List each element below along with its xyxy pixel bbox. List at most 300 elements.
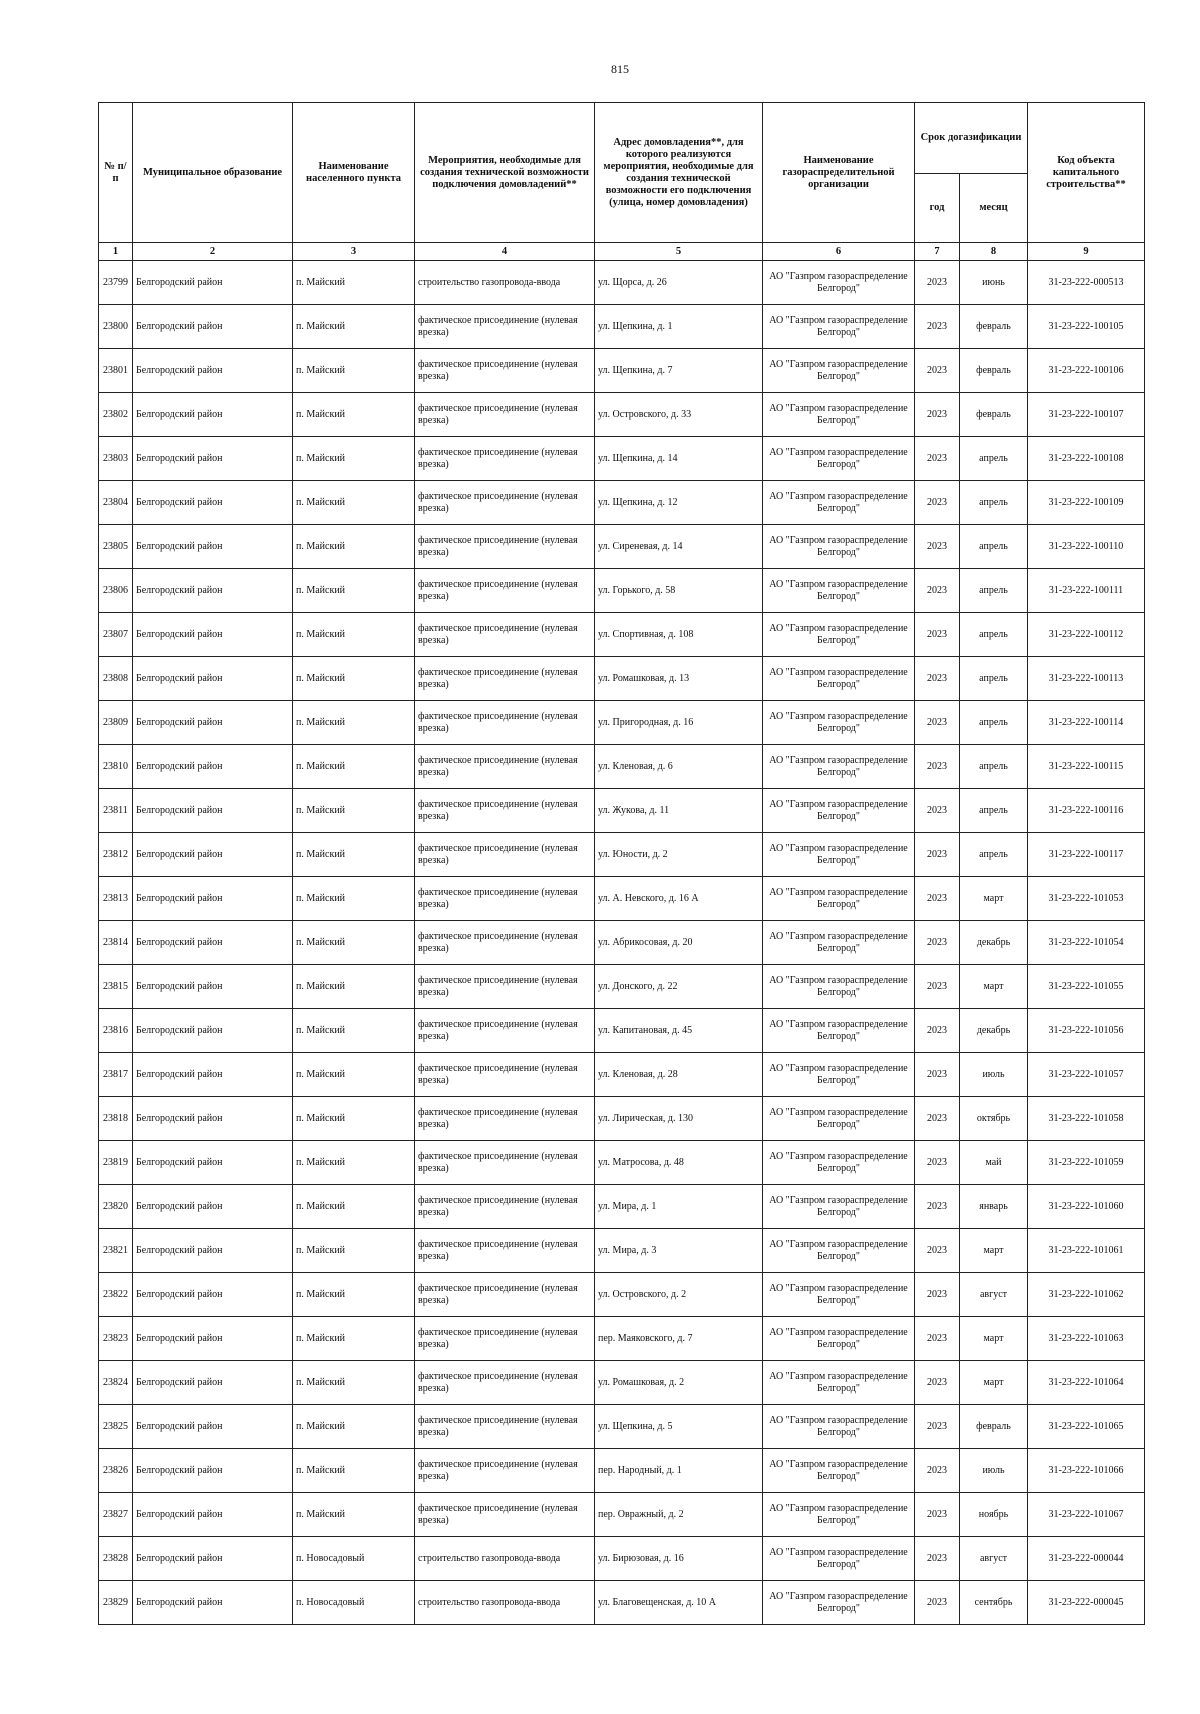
org-cell: АО "Газпром газораспределение Белгород" (763, 393, 915, 437)
year-cell: 2023 (915, 261, 960, 305)
month-cell: апрель (960, 833, 1028, 877)
org-cell: АО "Газпром газораспределение Белгород" (763, 525, 915, 569)
org-cell: АО "Газпром газораспределение Белгород" (763, 965, 915, 1009)
code-cell: 31-23-222-101059 (1028, 1141, 1145, 1185)
table-row (99, 261, 1145, 305)
table-row (99, 349, 1145, 393)
year-cell: 2023 (915, 965, 960, 1009)
table-row (99, 393, 1145, 437)
column-number: 4 (415, 243, 595, 261)
measure-cell: фактическое присоединение (нулевая врезка) (415, 525, 595, 569)
header-deadline: Срок догазификации (915, 103, 1028, 174)
org-cell: АО "Газпром газораспределение Белгород" (763, 481, 915, 525)
org-cell: АО "Газпром газораспределение Белгород" (763, 1053, 915, 1097)
month-cell: апрель (960, 657, 1028, 701)
address-cell: ул. Щепкина, д. 12 (595, 481, 763, 525)
year-cell: 2023 (915, 1405, 960, 1449)
month-cell: январь (960, 1185, 1028, 1229)
table-row (99, 481, 1145, 525)
municipality-cell: Белгородский район (133, 437, 293, 481)
municipality-cell: Белгородский район (133, 393, 293, 437)
code-cell: 31-23-222-101056 (1028, 1009, 1145, 1053)
address-cell: ул. Островского, д. 2 (595, 1273, 763, 1317)
column-number: 5 (595, 243, 763, 261)
measure-cell: фактическое присоединение (нулевая врезка) (415, 305, 595, 349)
code-cell: 31-23-222-100112 (1028, 613, 1145, 657)
org-cell: АО "Газпром газораспределение Белгород" (763, 437, 915, 481)
address-cell: пер. Овражный, д. 2 (595, 1493, 763, 1537)
address-cell: ул. Ромашковая, д. 13 (595, 657, 763, 701)
address-cell: ул. Ромашковая, д. 2 (595, 1361, 763, 1405)
table-row (99, 701, 1145, 745)
month-cell: февраль (960, 349, 1028, 393)
table-row (99, 877, 1145, 921)
table-row (99, 437, 1145, 481)
year-cell: 2023 (915, 1493, 960, 1537)
year-cell: 2023 (915, 745, 960, 789)
month-cell: апрель (960, 525, 1028, 569)
org-cell: АО "Газпром газораспределение Белгород" (763, 1273, 915, 1317)
municipality-cell: Белгородский район (133, 657, 293, 701)
settlement-cell: п. Майский (293, 921, 415, 965)
address-cell: ул. Щепкина, д. 1 (595, 305, 763, 349)
settlement-cell: п. Новосадовый (293, 1581, 415, 1625)
code-cell: 31-23-222-000045 (1028, 1581, 1145, 1625)
municipality-cell: Белгородский район (133, 569, 293, 613)
table-row (99, 1405, 1145, 1449)
municipality-cell: Белгородский район (133, 701, 293, 745)
measure-cell: фактическое присоединение (нулевая врезка) (415, 349, 595, 393)
municipality-cell: Белгородский район (133, 745, 293, 789)
month-cell: ноябрь (960, 1493, 1028, 1537)
month-cell: март (960, 1317, 1028, 1361)
org-cell: АО "Газпром газораспределение Белгород" (763, 1361, 915, 1405)
code-cell: 31-23-222-100107 (1028, 393, 1145, 437)
address-cell: ул. Мира, д. 1 (595, 1185, 763, 1229)
month-cell: апрель (960, 613, 1028, 657)
row-number: 23809 (99, 701, 133, 745)
column-number: 2 (133, 243, 293, 261)
year-cell: 2023 (915, 1273, 960, 1317)
measure-cell: фактическое присоединение (нулевая врезка) (415, 1097, 595, 1141)
header-month: месяц (960, 174, 1028, 243)
measure-cell: фактическое присоединение (нулевая врезка) (415, 1317, 595, 1361)
settlement-cell: п. Майский (293, 745, 415, 789)
municipality-cell: Белгородский район (133, 965, 293, 1009)
settlement-cell: п. Майский (293, 525, 415, 569)
row-number: 23812 (99, 833, 133, 877)
year-cell: 2023 (915, 1097, 960, 1141)
header-num: № п/п (99, 103, 133, 243)
gasification-table (98, 102, 1145, 1625)
org-cell: АО "Газпром газораспределение Белгород" (763, 261, 915, 305)
address-cell: ул. Горького, д. 58 (595, 569, 763, 613)
municipality-cell: Белгородский район (133, 1009, 293, 1053)
address-cell: ул. Бирюзовая, д. 16 (595, 1537, 763, 1581)
org-cell: АО "Газпром газораспределение Белгород" (763, 1185, 915, 1229)
municipality-cell: Белгородский район (133, 349, 293, 393)
row-number: 23807 (99, 613, 133, 657)
code-cell: 31-23-222-100108 (1028, 437, 1145, 481)
row-number: 23822 (99, 1273, 133, 1317)
measure-cell: фактическое присоединение (нулевая врезка) (415, 1493, 595, 1537)
month-cell: апрель (960, 701, 1028, 745)
column-number: 6 (763, 243, 915, 261)
month-cell: август (960, 1273, 1028, 1317)
row-number: 23828 (99, 1537, 133, 1581)
table-row (99, 525, 1145, 569)
row-number: 23804 (99, 481, 133, 525)
year-cell: 2023 (915, 877, 960, 921)
settlement-cell: п. Майский (293, 1273, 415, 1317)
municipality-cell: Белгородский район (133, 261, 293, 305)
table-row (99, 1361, 1145, 1405)
table-row (99, 1229, 1145, 1273)
measure-cell: фактическое присоединение (нулевая врезка) (415, 877, 595, 921)
org-cell: АО "Газпром газораспределение Белгород" (763, 1449, 915, 1493)
table-row (99, 1185, 1145, 1229)
row-number: 23806 (99, 569, 133, 613)
address-cell: ул. Кленовая, д. 6 (595, 745, 763, 789)
municipality-cell: Белгородский район (133, 833, 293, 877)
municipality-cell: Белгородский район (133, 525, 293, 569)
code-cell: 31-23-222-101063 (1028, 1317, 1145, 1361)
municipality-cell: Белгородский район (133, 481, 293, 525)
row-number: 23817 (99, 1053, 133, 1097)
table-row (99, 921, 1145, 965)
year-cell: 2023 (915, 1009, 960, 1053)
table-row (99, 1493, 1145, 1537)
header-org: Наименование газораспределительной организации (763, 103, 915, 243)
year-cell: 2023 (915, 921, 960, 965)
address-cell: ул. Щепкина, д. 14 (595, 437, 763, 481)
code-cell: 31-23-222-101061 (1028, 1229, 1145, 1273)
table-row (99, 1537, 1145, 1581)
table-row (99, 1097, 1145, 1141)
month-cell: апрель (960, 745, 1028, 789)
measure-cell: строительство газопровода-ввода (415, 1537, 595, 1581)
month-cell: март (960, 1229, 1028, 1273)
measure-cell: фактическое присоединение (нулевая врезка) (415, 833, 595, 877)
row-number: 23803 (99, 437, 133, 481)
code-cell: 31-23-222-100115 (1028, 745, 1145, 789)
row-number: 23820 (99, 1185, 133, 1229)
org-cell: АО "Газпром газораспределение Белгород" (763, 1097, 915, 1141)
org-cell: АО "Газпром газораспределение Белгород" (763, 745, 915, 789)
column-number: 9 (1028, 243, 1145, 261)
year-cell: 2023 (915, 1053, 960, 1097)
table-row (99, 1053, 1145, 1097)
month-cell: март (960, 965, 1028, 1009)
municipality-cell: Белгородский район (133, 1273, 293, 1317)
month-cell: май (960, 1141, 1028, 1185)
org-cell: АО "Газпром газораспределение Белгород" (763, 1581, 915, 1625)
measure-cell: фактическое присоединение (нулевая врезка) (415, 1053, 595, 1097)
org-cell: АО "Газпром газораспределение Белгород" (763, 877, 915, 921)
month-cell: апрель (960, 437, 1028, 481)
settlement-cell: п. Майский (293, 1405, 415, 1449)
measure-cell: фактическое присоединение (нулевая врезка) (415, 437, 595, 481)
measure-cell: фактическое присоединение (нулевая врезка) (415, 1141, 595, 1185)
year-cell: 2023 (915, 1317, 960, 1361)
settlement-cell: п. Майский (293, 789, 415, 833)
row-number: 23825 (99, 1405, 133, 1449)
address-cell: ул. Щепкина, д. 7 (595, 349, 763, 393)
table-row (99, 305, 1145, 349)
municipality-cell: Белгородский район (133, 613, 293, 657)
municipality-cell: Белгородский район (133, 1053, 293, 1097)
row-number: 23800 (99, 305, 133, 349)
settlement-cell: п. Майский (293, 877, 415, 921)
header-code: Код объекта капитального строительства** (1028, 103, 1145, 243)
settlement-cell: п. Майский (293, 701, 415, 745)
month-cell: март (960, 877, 1028, 921)
column-number: 1 (99, 243, 133, 261)
measure-cell: фактическое присоединение (нулевая врезка) (415, 1185, 595, 1229)
org-cell: АО "Газпром газораспределение Белгород" (763, 921, 915, 965)
row-number: 23801 (99, 349, 133, 393)
municipality-cell: Белгородский район (133, 1581, 293, 1625)
header-address: Адрес домовладения**, для которого реализуются мероприятия, необходимые для создания технической возможности его подключения (улица, номер домовладения) (595, 103, 763, 243)
measure-cell: фактическое присоединение (нулевая врезка) (415, 701, 595, 745)
org-cell: АО "Газпром газораспределение Белгород" (763, 833, 915, 877)
org-cell: АО "Газпром газораспределение Белгород" (763, 613, 915, 657)
header-year: год (915, 174, 960, 243)
code-cell: 31-23-222-101062 (1028, 1273, 1145, 1317)
month-cell: сентябрь (960, 1581, 1028, 1625)
settlement-cell: п. Новосадовый (293, 1537, 415, 1581)
code-cell: 31-23-222-101066 (1028, 1449, 1145, 1493)
row-number: 23826 (99, 1449, 133, 1493)
org-cell: АО "Газпром газораспределение Белгород" (763, 1317, 915, 1361)
page-number: 815 (611, 62, 629, 76)
org-cell: АО "Газпром газораспределение Белгород" (763, 1405, 915, 1449)
settlement-cell: п. Майский (293, 1009, 415, 1053)
settlement-cell: п. Майский (293, 481, 415, 525)
year-cell: 2023 (915, 1141, 960, 1185)
code-cell: 31-23-222-101058 (1028, 1097, 1145, 1141)
address-cell: ул. Щепкина, д. 5 (595, 1405, 763, 1449)
settlement-cell: п. Майский (293, 1449, 415, 1493)
settlement-cell: п. Майский (293, 965, 415, 1009)
org-cell: АО "Газпром газораспределение Белгород" (763, 349, 915, 393)
column-number-row (99, 243, 1145, 261)
row-number: 23818 (99, 1097, 133, 1141)
month-cell: декабрь (960, 921, 1028, 965)
code-cell: 31-23-222-101067 (1028, 1493, 1145, 1537)
measure-cell: фактическое присоединение (нулевая врезка) (415, 1361, 595, 1405)
settlement-cell: п. Майский (293, 261, 415, 305)
header-municipality: Муниципальное образование (133, 103, 293, 243)
address-cell: ул. Островского, д. 33 (595, 393, 763, 437)
table-row (99, 569, 1145, 613)
org-cell: АО "Газпром газораспределение Белгород" (763, 789, 915, 833)
org-cell: АО "Газпром газораспределение Белгород" (763, 657, 915, 701)
table-row (99, 1449, 1145, 1493)
code-cell: 31-23-222-101065 (1028, 1405, 1145, 1449)
code-cell: 31-23-222-100105 (1028, 305, 1145, 349)
municipality-cell: Белгородский район (133, 1537, 293, 1581)
settlement-cell: п. Майский (293, 393, 415, 437)
header-measures: Мероприятия, необходимые для создания технической возможности подключения домовладений** (415, 103, 595, 243)
code-cell: 31-23-222-100106 (1028, 349, 1145, 393)
month-cell: март (960, 1361, 1028, 1405)
month-cell: апрель (960, 481, 1028, 525)
municipality-cell: Белгородский район (133, 1405, 293, 1449)
row-number: 23815 (99, 965, 133, 1009)
measure-cell: фактическое присоединение (нулевая врезка) (415, 1405, 595, 1449)
code-cell: 31-23-222-101054 (1028, 921, 1145, 965)
row-number: 23799 (99, 261, 133, 305)
address-cell: ул. Жукова, д. 11 (595, 789, 763, 833)
year-cell: 2023 (915, 1185, 960, 1229)
column-number: 3 (293, 243, 415, 261)
year-cell: 2023 (915, 393, 960, 437)
measure-cell: фактическое присоединение (нулевая врезка) (415, 1229, 595, 1273)
month-cell: август (960, 1537, 1028, 1581)
code-cell: 31-23-222-101060 (1028, 1185, 1145, 1229)
table-row (99, 1009, 1145, 1053)
year-cell: 2023 (915, 305, 960, 349)
code-cell: 31-23-222-100111 (1028, 569, 1145, 613)
address-cell: ул. Юности, д. 2 (595, 833, 763, 877)
code-cell: 31-23-222-000513 (1028, 261, 1145, 305)
address-cell: пер. Народный, д. 1 (595, 1449, 763, 1493)
year-cell: 2023 (915, 525, 960, 569)
settlement-cell: п. Майский (293, 1053, 415, 1097)
month-cell: июль (960, 1053, 1028, 1097)
settlement-cell: п. Майский (293, 657, 415, 701)
measure-cell: фактическое присоединение (нулевая врезка) (415, 1449, 595, 1493)
code-cell: 31-23-222-100116 (1028, 789, 1145, 833)
code-cell: 31-23-222-101053 (1028, 877, 1145, 921)
org-cell: АО "Газпром газораспределение Белгород" (763, 569, 915, 613)
year-cell: 2023 (915, 1361, 960, 1405)
row-number: 23810 (99, 745, 133, 789)
org-cell: АО "Газпром газораспределение Белгород" (763, 305, 915, 349)
municipality-cell: Белгородский район (133, 1361, 293, 1405)
municipality-cell: Белгородский район (133, 1449, 293, 1493)
municipality-cell: Белгородский район (133, 1141, 293, 1185)
settlement-cell: п. Майский (293, 437, 415, 481)
measure-cell: фактическое присоединение (нулевая врезка) (415, 965, 595, 1009)
year-cell: 2023 (915, 481, 960, 525)
month-cell: июль (960, 1449, 1028, 1493)
org-cell: АО "Газпром газораспределение Белгород" (763, 701, 915, 745)
address-cell: ул. Кленовая, д. 28 (595, 1053, 763, 1097)
address-cell: ул. Абрикосовая, д. 20 (595, 921, 763, 965)
address-cell: ул. Донского, д. 22 (595, 965, 763, 1009)
code-cell: 31-23-222-100109 (1028, 481, 1145, 525)
year-cell: 2023 (915, 437, 960, 481)
code-cell: 31-23-222-100117 (1028, 833, 1145, 877)
month-cell: апрель (960, 569, 1028, 613)
measure-cell: фактическое присоединение (нулевая врезка) (415, 569, 595, 613)
table-row (99, 833, 1145, 877)
municipality-cell: Белгородский район (133, 877, 293, 921)
code-cell: 31-23-222-100110 (1028, 525, 1145, 569)
row-number: 23816 (99, 1009, 133, 1053)
year-cell: 2023 (915, 569, 960, 613)
row-number: 23814 (99, 921, 133, 965)
code-cell: 31-23-222-100114 (1028, 701, 1145, 745)
row-number: 23827 (99, 1493, 133, 1537)
address-cell: ул. Мира, д. 3 (595, 1229, 763, 1273)
settlement-cell: п. Майский (293, 613, 415, 657)
municipality-cell: Белгородский район (133, 1317, 293, 1361)
table-row (99, 965, 1145, 1009)
settlement-cell: п. Майский (293, 305, 415, 349)
table-body (99, 261, 1145, 1625)
settlement-cell: п. Майский (293, 1097, 415, 1141)
code-cell: 31-23-222-100113 (1028, 657, 1145, 701)
settlement-cell: п. Майский (293, 1317, 415, 1361)
org-cell: АО "Газпром газораспределение Белгород" (763, 1141, 915, 1185)
row-number: 23813 (99, 877, 133, 921)
settlement-cell: п. Майский (293, 1229, 415, 1273)
table-row (99, 1581, 1145, 1625)
header-settlement: Наименование населенного пункта (293, 103, 415, 243)
municipality-cell: Белгородский район (133, 789, 293, 833)
column-number: 8 (960, 243, 1028, 261)
table-row (99, 745, 1145, 789)
month-cell: декабрь (960, 1009, 1028, 1053)
municipality-cell: Белгородский район (133, 921, 293, 965)
month-cell: февраль (960, 393, 1028, 437)
year-cell: 2023 (915, 349, 960, 393)
table-row (99, 1141, 1145, 1185)
address-cell: ул. Спортивная, д. 108 (595, 613, 763, 657)
address-cell: пер. Маяковского, д. 7 (595, 1317, 763, 1361)
municipality-cell: Белгородский район (133, 1493, 293, 1537)
row-number: 23811 (99, 789, 133, 833)
month-cell: октябрь (960, 1097, 1028, 1141)
address-cell: ул. Капитановая, д. 45 (595, 1009, 763, 1053)
table-row (99, 789, 1145, 833)
municipality-cell: Белгородский район (133, 1185, 293, 1229)
year-cell: 2023 (915, 1229, 960, 1273)
org-cell: АО "Газпром газораспределение Белгород" (763, 1537, 915, 1581)
table-row (99, 657, 1145, 701)
year-cell: 2023 (915, 833, 960, 877)
measure-cell: фактическое присоединение (нулевая врезка) (415, 1273, 595, 1317)
settlement-cell: п. Майский (293, 1141, 415, 1185)
table-header (99, 103, 1145, 261)
settlement-cell: п. Майский (293, 1493, 415, 1537)
municipality-cell: Белгородский район (133, 305, 293, 349)
measure-cell: строительство газопровода-ввода (415, 261, 595, 305)
settlement-cell: п. Майский (293, 349, 415, 393)
municipality-cell: Белгородский район (133, 1229, 293, 1273)
measure-cell: строительство газопровода-ввода (415, 1581, 595, 1625)
measure-cell: фактическое присоединение (нулевая врезка) (415, 657, 595, 701)
year-cell: 2023 (915, 789, 960, 833)
code-cell: 31-23-222-101057 (1028, 1053, 1145, 1097)
measure-cell: фактическое присоединение (нулевая врезка) (415, 613, 595, 657)
year-cell: 2023 (915, 1581, 960, 1625)
column-number: 7 (915, 243, 960, 261)
row-number: 23829 (99, 1581, 133, 1625)
address-cell: ул. Лирическая, д. 130 (595, 1097, 763, 1141)
measure-cell: фактическое присоединение (нулевая врезка) (415, 1009, 595, 1053)
month-cell: февраль (960, 305, 1028, 349)
row-number: 23819 (99, 1141, 133, 1185)
month-cell: июнь (960, 261, 1028, 305)
measure-cell: фактическое присоединение (нулевая врезка) (415, 789, 595, 833)
row-number: 23802 (99, 393, 133, 437)
settlement-cell: п. Майский (293, 833, 415, 877)
month-cell: апрель (960, 789, 1028, 833)
